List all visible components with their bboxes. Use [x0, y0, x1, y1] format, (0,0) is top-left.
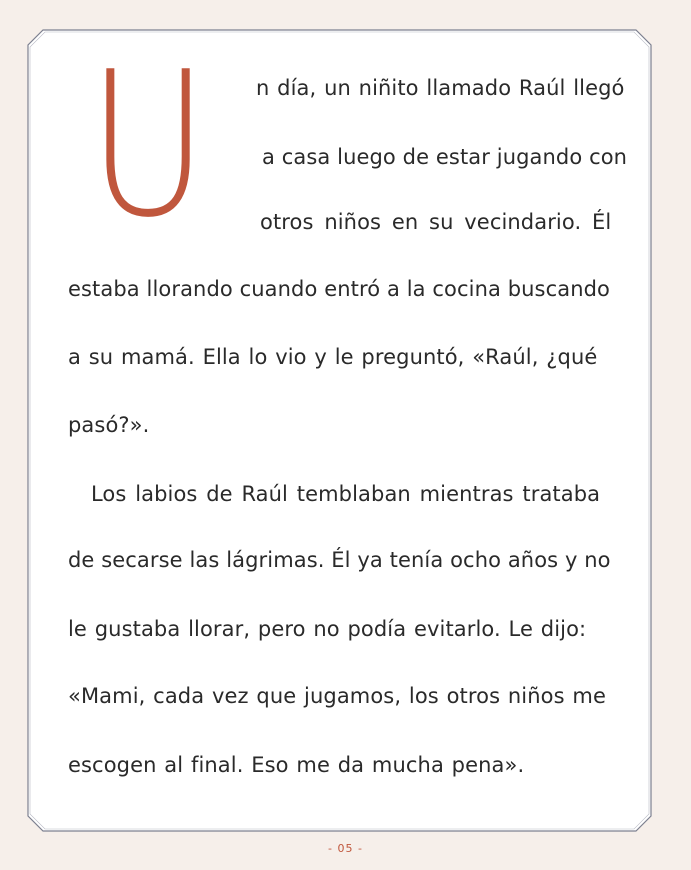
story-line: a casa luego de estar jugando con [262, 145, 628, 169]
story-line: de secarse las lágrimas. Él ya tenía ocho años y no [68, 548, 611, 572]
story-line: otros niños en su vecindario. Él [260, 210, 612, 234]
page-number: - 05 - [328, 842, 363, 855]
story-line: le gustaba llorar, pero no podía evitarlo. Le dijo: [68, 617, 587, 641]
story-line: Los labios de Raúl temblaban mientras trataba [91, 482, 601, 506]
story-line: n día, un niñito llamado Raúl llegó [256, 76, 625, 100]
story-line: pasó?». [68, 413, 150, 437]
drop-cap: U [88, 29, 209, 262]
story-line: a su mamá. Ella lo vio y le preguntó, «Raúl, ¿qué [68, 345, 598, 369]
story-line: escogen al final. Eso me da mucha pena». [68, 753, 525, 777]
story-line: «Mami, cada vez que jugamos, los otros niños me [68, 684, 606, 708]
story-line: estaba llorando cuando entró a la cocina buscando [68, 277, 610, 301]
